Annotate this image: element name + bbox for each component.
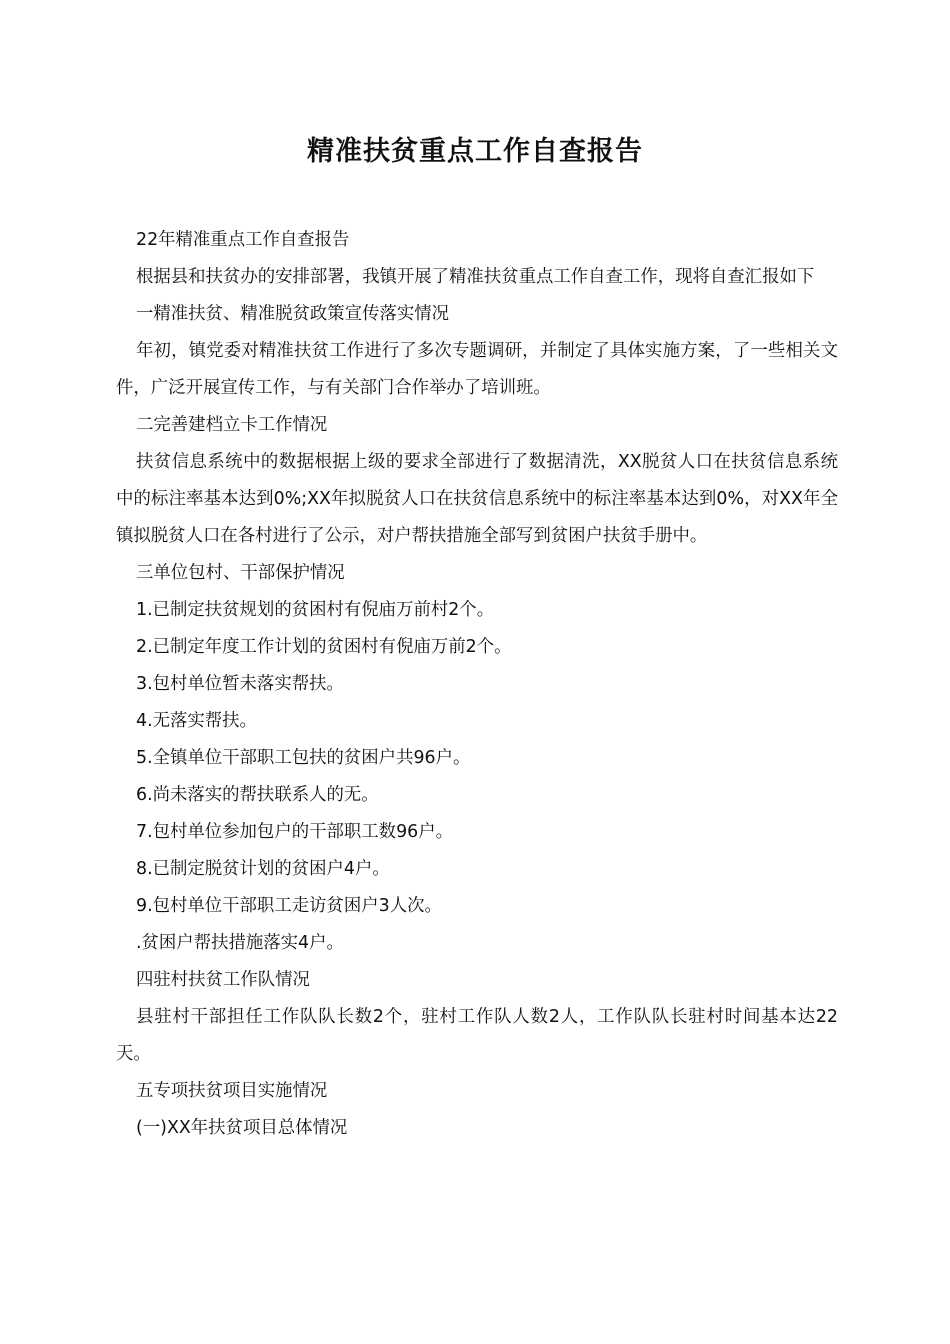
list-item: 8.已制定脱贫计划的贫困户4户。 (136, 859, 390, 879)
document-body (116, 222, 838, 1147)
list-item: 6.尚未落实的帮扶联系人的无。 (136, 785, 379, 805)
section-heading: 一精准扶贫、精准脱贫政策宣传落实情况 (136, 304, 450, 324)
list-item: 2.已制定年度工作计划的贫困村有倪庙万前2个。 (136, 637, 512, 657)
list-item: 1.已制定扶贫规划的贫困村有倪庙万前村2个。 (136, 600, 495, 620)
list-item: .贫困户帮扶措施落实4户。 (136, 933, 344, 953)
paragraph: 扶贫信息系统中的数据根据上级的要求全部进行了数据清洗，XX脱贫人口在扶贫信息系统中的标注率基本达到0%;XX年拟脱贫人口在扶贫信息系统中的标注率基本达到0%，对XX年全镇拟脱贫人口在各村进行了公示，对户帮扶措施全部写到贫困户扶贫手册中。 (116, 452, 838, 546)
paragraph: 22年精准重点工作自查报告 (136, 230, 350, 250)
section-heading: 三单位包村、干部保护情况 (136, 563, 345, 583)
paragraph: 县驻村干部担任工作队队长数2个，驻村工作队人数2人，工作队队长驻村时间基本达22天。 (116, 1007, 838, 1064)
list-item: 4.无落实帮扶。 (136, 711, 257, 731)
section-heading: 二完善建档立卡工作情况 (136, 415, 328, 435)
section-heading: 五专项扶贫项目实施情况 (136, 1081, 328, 1101)
subsection-heading: (一)XX年扶贫项目总体情况 (136, 1118, 348, 1138)
document-title: 精准扶贫重点工作自查报告 (307, 136, 643, 167)
list-item: 3.包村单位暂未落实帮扶。 (136, 674, 344, 694)
list-item: 9.包村单位干部职工走访贫困户3人次。 (136, 896, 442, 916)
paragraph: 年初，镇党委对精准扶贫工作进行了多次专题调研，并制定了具体实施方案，了一些相关文件，广泛开展宣传工作，与有关部门合作举办了培训班。 (116, 341, 838, 398)
paragraph: 根据县和扶贫办的安排部署，我镇开展了精准扶贫重点工作自查工作，现将自查汇报如下 (136, 267, 815, 287)
section-heading: 四驻村扶贫工作队情况 (136, 970, 310, 990)
list-item: 5.全镇单位干部职工包扶的贫困户共96户。 (136, 748, 471, 768)
list-item: 7.包村单位参加包户的干部职工数96户。 (136, 822, 453, 842)
